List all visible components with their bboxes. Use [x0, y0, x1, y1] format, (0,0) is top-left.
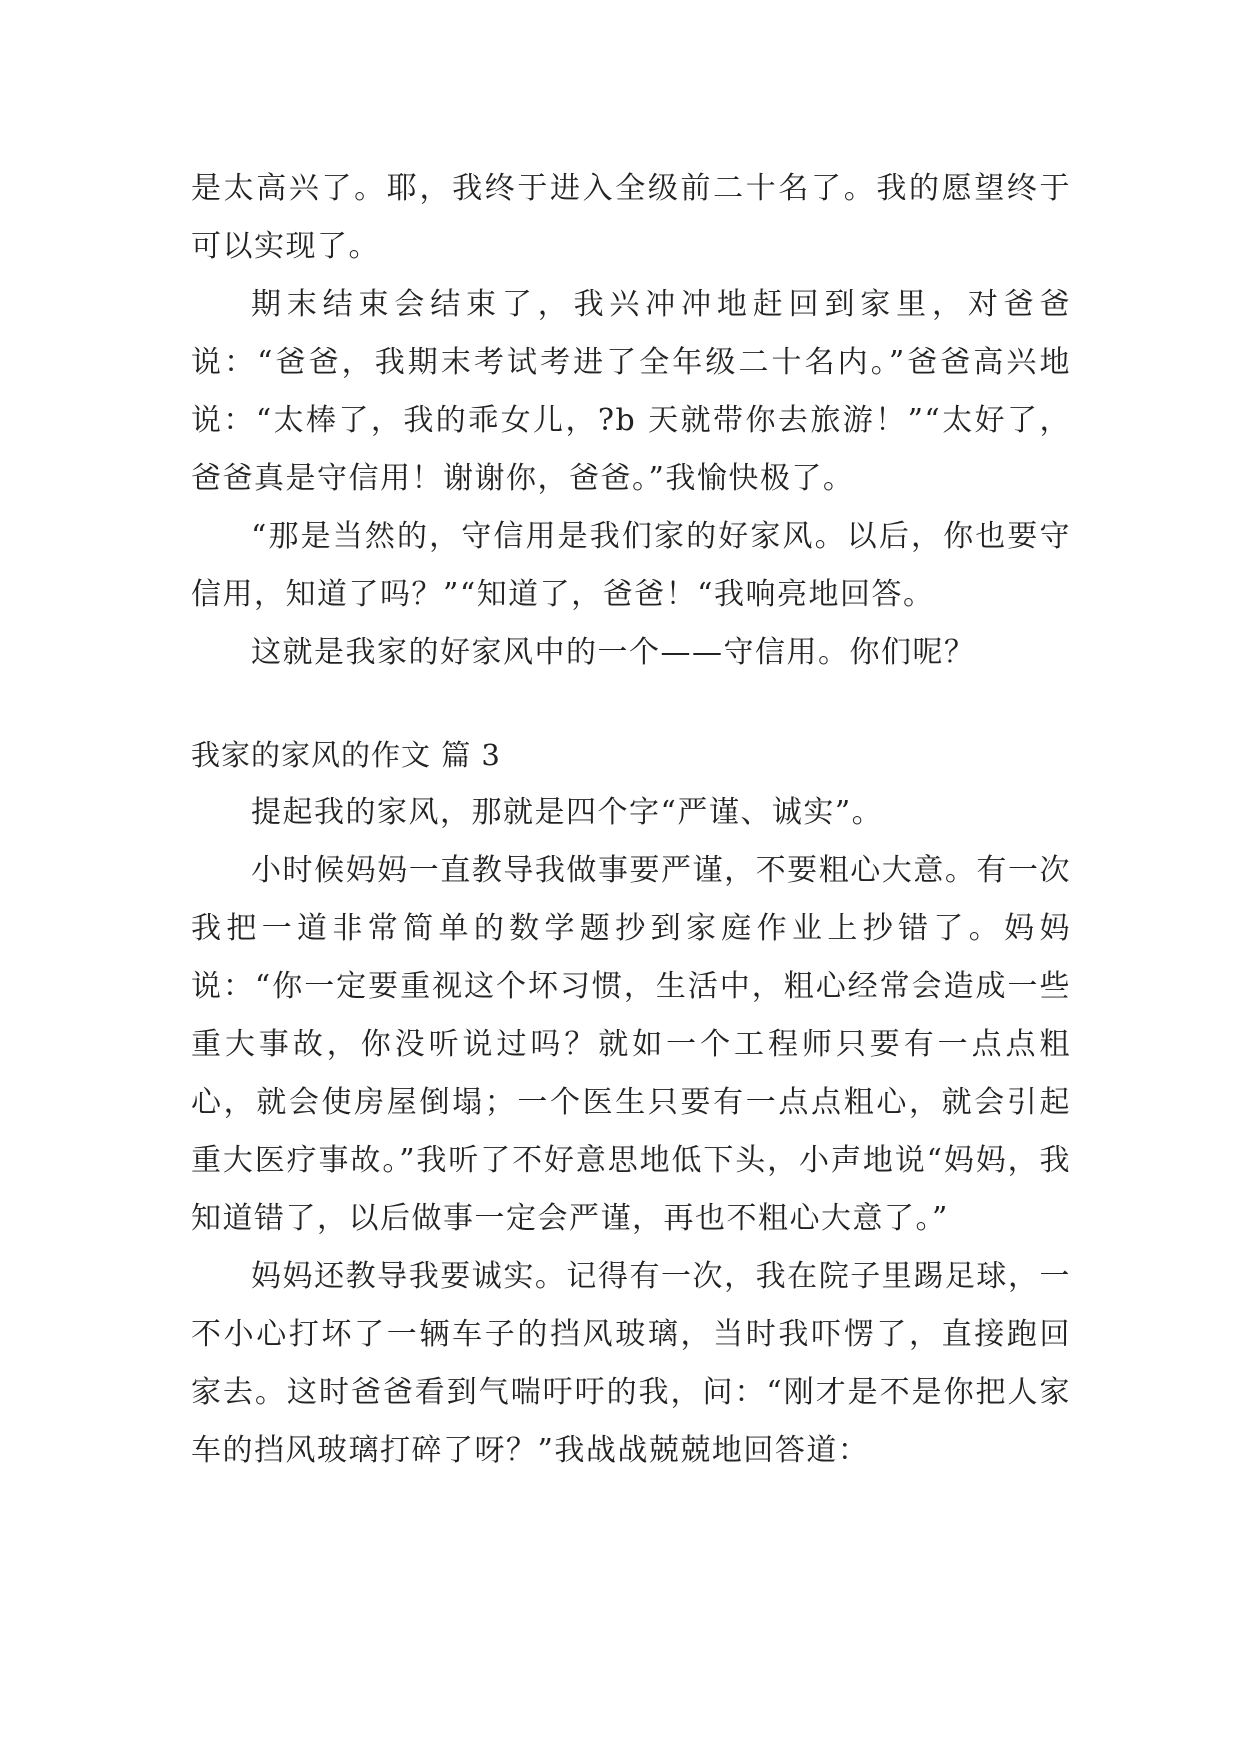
paragraph: 提起我的家风，那就是四个字“严谨、诚实”。	[251, 795, 884, 830]
paragraph: 妈妈还教导我要诚实。记得有一次，我在院子里踢足球，一不小心打坏了一辆车子的挡风玻璃，当时我吓愣了，直接跑回家去。这时爸爸看到气喘吁吁的我，问：“刚才是不是你把人家车的挡风玻璃打碎了呀？”我战战兢兢地回答道：	[191, 1259, 1071, 1468]
section-1-body	[191, 160, 1071, 682]
paragraph: 小时候妈妈一直教导我做事要严谨，不要粗心大意。有一次我把一道非常简单的数学题抄到家庭作业上抄错了。妈妈说：“你一定要重视这个坏习惯，生活中，粗心经常会造成一些重大事故，你没听说过吗？就如一个工程师只要有一点点粗心，就会使房屋倒塌；一个医生只要有一点点粗心，就会引起重大医疗事故。”我听了不好意思地低下头，小声地说“妈妈，我知道错了，以后做事一定会严谨，再也不粗心大意了。”	[191, 853, 1071, 1236]
paragraph: 这就是我家的好家风中的一个——守信用。你们呢？	[251, 635, 976, 670]
section-title: 我家的家风的作文 篇 3	[191, 738, 501, 772]
section-2-body	[191, 784, 1071, 1480]
paragraph: “那是当然的，守信用是我们家的好家风。以后，你也要守信用，知道了吗？”“知道了，爸爸！“我响亮地回答。	[191, 519, 1071, 612]
paragraph: 期末结束会结束了，我兴冲冲地赶回到家里，对爸爸说：“爸爸，我期末考试考进了全年级二十名内。”爸爸高兴地说：“太棒了，我的乖女儿，?b 天就带你去旅游！”“太好了，爸爸真是守信用！谢谢你，爸爸。”我愉快极了。	[191, 287, 1071, 496]
paragraph-continued: 是太高兴了。耶，我终于进入全级前二十名了。我的愿望终于可以实现了。	[191, 171, 1071, 264]
